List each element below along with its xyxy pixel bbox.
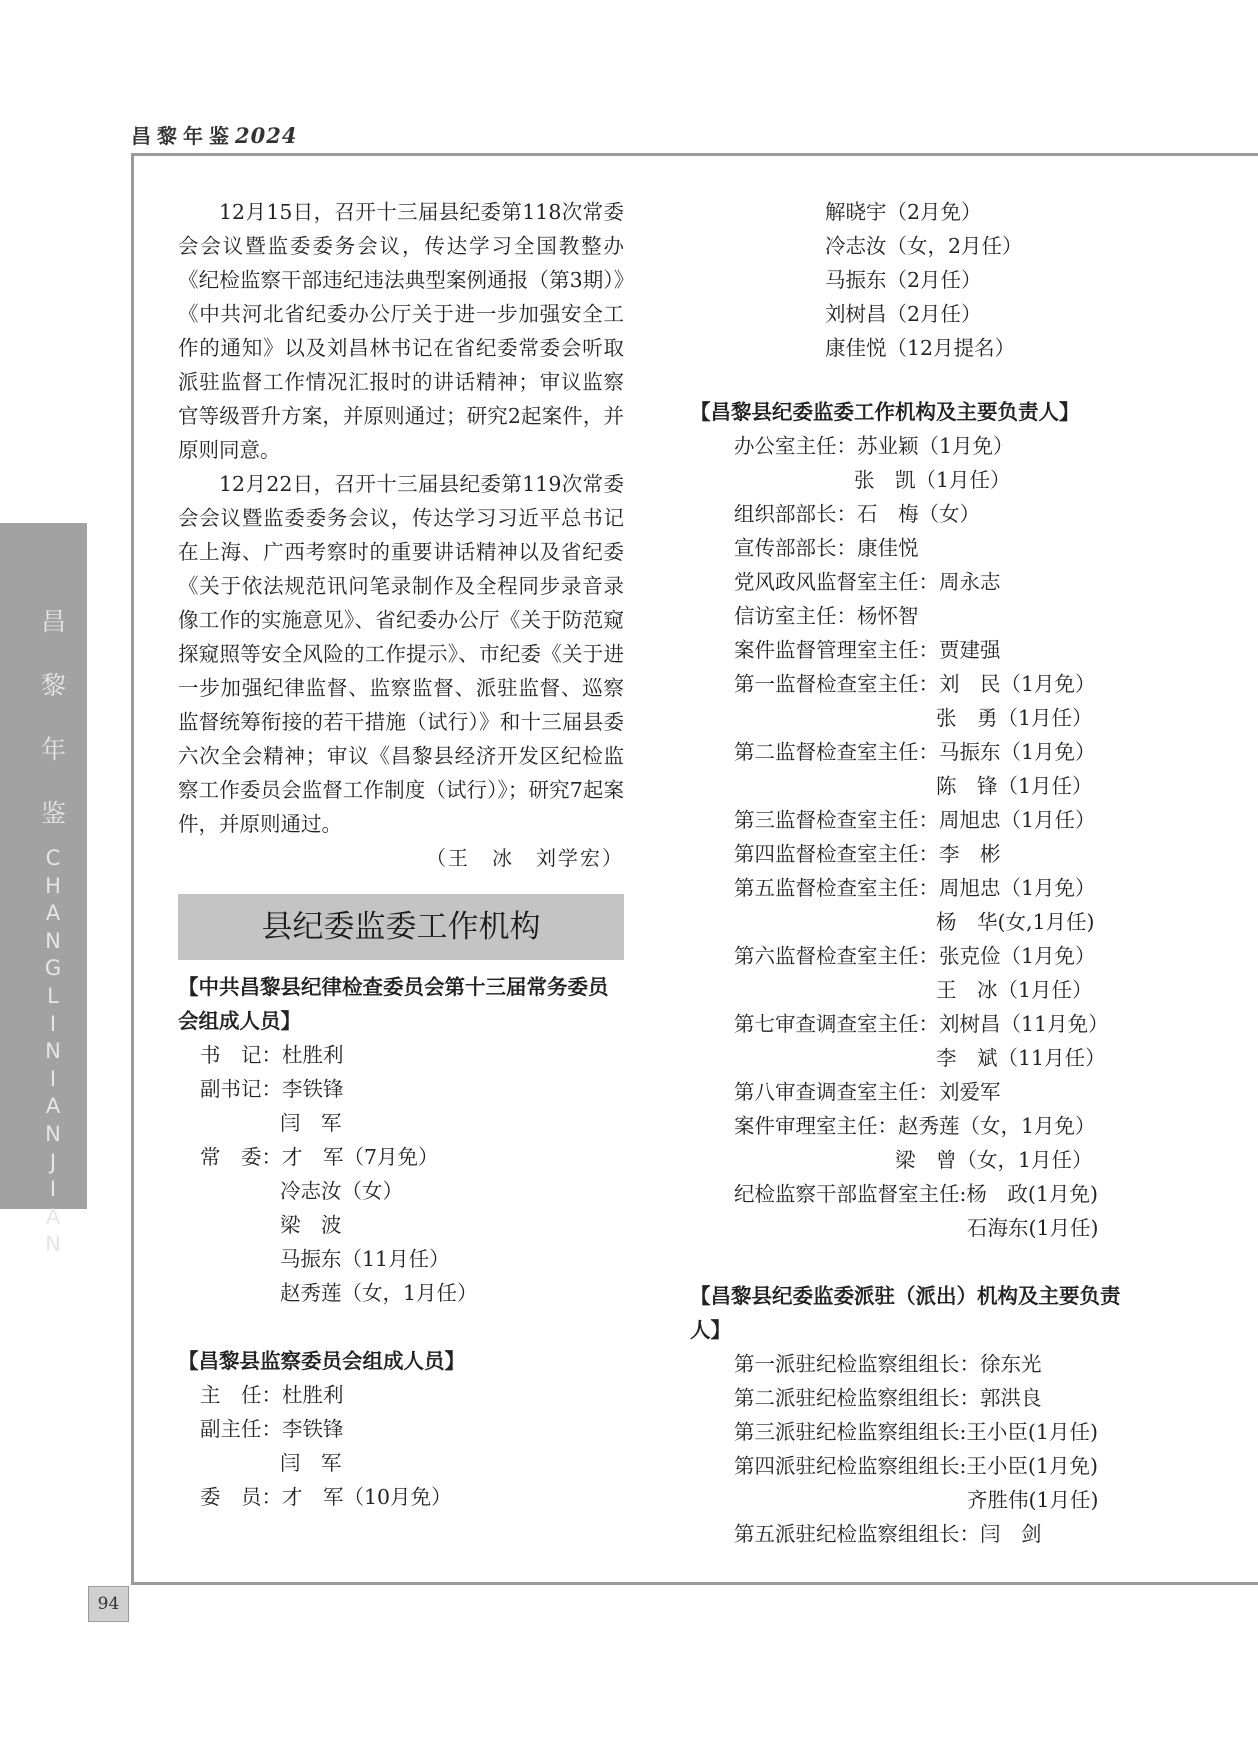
- side-en-char: A: [45, 901, 61, 926]
- list-item: [690, 1211, 1150, 1245]
- person-name: 赵秀莲（女，1月免）: [898, 1114, 1096, 1138]
- person-name: 才 军（7月免）: [282, 1145, 439, 1169]
- yearbook-year: 2024: [235, 123, 298, 148]
- role-label: 第一监督检查室主任：: [734, 672, 939, 696]
- person-name: 王小臣(1月任): [966, 1420, 1098, 1444]
- list-item: [690, 463, 1150, 497]
- right-column: [690, 195, 1150, 1551]
- role-label: 委 员：: [200, 1485, 282, 1509]
- standing-committee-list: [178, 1038, 624, 1310]
- side-title-en: [41, 845, 65, 1259]
- list-item: [690, 837, 1150, 871]
- list-item: [178, 1378, 624, 1412]
- list-item: [690, 1415, 1150, 1449]
- list-item: 解晓宇（2月免）: [825, 200, 982, 224]
- list-item: [690, 565, 1150, 599]
- role-label: 纪检监察干部监督室主任:: [734, 1182, 967, 1206]
- role-label: 党风政风监督室主任：: [734, 570, 939, 594]
- person-name: 杨 政(1月免): [966, 1182, 1098, 1206]
- list-item: [690, 1517, 1150, 1551]
- list-item: [690, 1075, 1150, 1109]
- person-name: 张克俭（1月免）: [939, 944, 1096, 968]
- person-name: 周旭忠（1月免）: [939, 876, 1096, 900]
- list-item: [690, 1177, 1150, 1211]
- person-name: 贾建强: [939, 638, 1001, 662]
- person-name: 杜胜利: [282, 1383, 344, 1407]
- role-label: 第五派驻纪检监察组组长：: [734, 1522, 980, 1546]
- list-item: [690, 769, 1150, 803]
- role-label: 组织部部长：: [734, 502, 857, 526]
- role-label: 第二派驻纪检监察组组长：: [734, 1386, 980, 1410]
- person-name: 郭洪良: [980, 1386, 1042, 1410]
- list-item: [690, 1007, 1150, 1041]
- list-item: [690, 1143, 1150, 1177]
- person-name: 康佳悦: [857, 536, 919, 560]
- role-label: 第二监督检查室主任：: [734, 740, 939, 764]
- dispatch-list: [690, 1347, 1150, 1551]
- list-item: [690, 531, 1150, 565]
- list-item: [178, 1276, 624, 1310]
- person-name: 石海东(1月任): [967, 1216, 1099, 1240]
- frame-left-rule: [131, 153, 134, 1585]
- frame-bottom-rule: [131, 1582, 1258, 1585]
- side-en-char: I: [49, 1066, 57, 1091]
- role-label: 案件审理室主任：: [734, 1114, 898, 1138]
- role-label: 第八审查调查室主任：: [734, 1080, 939, 1104]
- list-item: [178, 1446, 624, 1480]
- person-name: 冷志汝（女）: [280, 1179, 403, 1203]
- list-item: [690, 1449, 1150, 1483]
- role-label: 案件监督管理室主任：: [734, 638, 939, 662]
- person-name: 齐胜伟(1月任): [967, 1488, 1099, 1512]
- role-label: 书 记：: [200, 1043, 282, 1067]
- role-label: 第四派驻纪检监察组组长:: [734, 1454, 967, 1478]
- list-item: [690, 497, 1150, 531]
- list-item: [178, 1208, 624, 1242]
- frame-top-rule: [131, 153, 1258, 156]
- list-item: [690, 905, 1150, 939]
- list-item: [178, 1480, 624, 1514]
- person-name: 张 凯（1月任）: [854, 468, 1011, 492]
- running-header: [131, 120, 297, 149]
- side-en-char: J: [49, 1149, 57, 1174]
- list-item: [690, 599, 1150, 633]
- side-cn-char: 黎: [41, 671, 67, 700]
- role-label: 第一派驻纪检监察组组长：: [734, 1352, 980, 1376]
- role-label: 副主任：: [200, 1417, 282, 1441]
- person-name: 刘爱军: [939, 1080, 1001, 1104]
- list-item: [178, 1242, 624, 1276]
- side-title-cn: [41, 590, 65, 846]
- list-item: [690, 667, 1150, 701]
- person-name: 杜胜利: [282, 1043, 344, 1067]
- side-cn-char: 鉴: [41, 799, 67, 828]
- list-item: [690, 1109, 1150, 1143]
- standing-committee-heading: 【中共昌黎县纪律检查委员会第十三届常务委员会组成人员】: [178, 975, 609, 1033]
- person-name: 马振东（11月任）: [280, 1247, 450, 1271]
- role-label: 第五监督检查室主任：: [734, 876, 939, 900]
- role-label: 主 任：: [200, 1383, 282, 1407]
- person-name: 石 梅（女）: [857, 502, 980, 526]
- list-item: [690, 1483, 1150, 1517]
- role-label: 第三派驻纪检监察组组长:: [734, 1420, 967, 1444]
- list-item: [690, 1381, 1150, 1415]
- list-item: [690, 701, 1150, 735]
- list-item: 冷志汝（女，2月任）: [825, 234, 1023, 258]
- list-item: [690, 803, 1150, 837]
- side-en-char: N: [45, 928, 61, 953]
- role-label: 信访室主任：: [734, 604, 857, 628]
- person-name: 闫 军: [280, 1111, 342, 1135]
- org-heading: 【昌黎县纪委监委工作机构及主要负责人】: [690, 400, 1080, 424]
- person-name: 杨怀智: [857, 604, 919, 628]
- list-item: [178, 1140, 624, 1174]
- list-item: 马振东（2月任）: [825, 268, 982, 292]
- author-signature: （王 冰 刘学宏）: [426, 846, 624, 870]
- side-en-char: I: [49, 1177, 57, 1202]
- members-continued-list: [690, 195, 1150, 365]
- person-name: 李铁锋: [282, 1077, 344, 1101]
- side-en-char: I: [49, 1011, 57, 1036]
- list-item: [178, 1412, 624, 1446]
- supervision-committee-list: [178, 1378, 624, 1514]
- paragraph-dec-15: 12月15日，召开十三届县纪委第118次常委会会议暨监委委务会议，传达学习全国教整办《纪检监察干部违纪违法典型案例通报（第3期）》《中共河北省纪委办公厅关于进一步加强安全工作的通知》以及刘昌林书记在省纪委常委会听取派驻监督工作情况汇报时的讲话精神；审议监察官等级晋升方案，并原则通过；研究2起案件，并原则同意。: [178, 200, 624, 462]
- person-name: 王小臣(1月免): [966, 1454, 1098, 1478]
- supervision-committee-heading: 【昌黎县监察委员会组成人员】: [178, 1349, 465, 1373]
- side-en-char: G: [44, 956, 62, 981]
- person-name: 周永志: [939, 570, 1001, 594]
- side-en-char: C: [45, 846, 61, 870]
- side-en-char: A: [45, 1094, 61, 1119]
- list-item: [690, 633, 1150, 667]
- paragraph-dec-22: 12月22日，召开十三届县纪委第119次常委会会议暨监委委务会议，传达学习习近平总书记在上海、广西考察时的重要讲话精神以及省纪委《关于依法规范讯问笔录制作及全程同步录音录像工作的实施意见》、省纪委办公厅《关于防范窥探窥照等安全风险的工作提示》、市纪委《关于进一步加强纪律监督、监察监督、派驻监督、巡察监督统筹衔接的若干措施（试行）》和十三届县委六次全会精神；审议《昌黎县经济开发区纪检监察工作委员会监督工作制度（试行）》；研究7起案件，并原则通过。: [178, 472, 624, 836]
- side-en-char: L: [47, 983, 59, 1008]
- side-en-char: A: [45, 1204, 61, 1229]
- person-name: 陈 锋（1月任）: [936, 774, 1093, 798]
- org-list: [690, 429, 1150, 1245]
- dispatch-heading: 【昌黎县纪委监委派驻（派出）机构及主要负责人】: [690, 1284, 1121, 1342]
- left-column: [178, 195, 624, 1514]
- list-item: [178, 1174, 624, 1208]
- list-item: 康佳悦（12月提名）: [825, 336, 1016, 360]
- role-label: 副书记：: [200, 1077, 282, 1101]
- person-name: 梁 曾（女，1月任）: [895, 1148, 1093, 1172]
- person-name: 苏业颖（1月免）: [857, 434, 1014, 458]
- role-label: 办公室主任：: [734, 434, 857, 458]
- person-name: 才 军（10月免）: [282, 1485, 452, 1509]
- side-cn-char: 年: [41, 735, 67, 764]
- person-name: 李 斌（11月任）: [936, 1046, 1106, 1070]
- person-name: 刘 民（1月免）: [939, 672, 1096, 696]
- person-name: 马振东（1月免）: [939, 740, 1096, 764]
- person-name: 闫 军: [280, 1451, 342, 1475]
- list-item: [690, 1041, 1150, 1075]
- person-name: 李铁锋: [282, 1417, 344, 1441]
- person-name: 赵秀莲（女，1月任）: [280, 1281, 478, 1305]
- role-label: 宣传部部长：: [734, 536, 857, 560]
- page-number: 94: [88, 1586, 129, 1622]
- role-label: 第三监督检查室主任：: [734, 808, 939, 832]
- role-label: 常 委：: [200, 1145, 282, 1169]
- list-item: [690, 429, 1150, 463]
- list-item: [178, 1106, 624, 1140]
- side-en-char: N: [45, 1039, 61, 1064]
- side-en-char: H: [45, 873, 61, 898]
- person-name: 梁 波: [280, 1213, 342, 1237]
- yearbook-title: 昌黎年鉴: [131, 124, 235, 148]
- person-name: 李 彬: [939, 842, 1001, 866]
- side-cn-char: 昌: [41, 607, 67, 636]
- person-name: 徐东光: [980, 1352, 1042, 1376]
- list-item: [178, 1072, 624, 1106]
- person-name: 张 勇（1月任）: [936, 706, 1093, 730]
- person-name: 王 冰（1月任）: [936, 978, 1093, 1002]
- list-item: [178, 1038, 624, 1072]
- list-item: [690, 939, 1150, 973]
- person-name: 杨 华(女,1月任): [936, 910, 1095, 934]
- list-item: 刘树昌（2月任）: [825, 302, 982, 326]
- section-title: 县纪委监委工作机构: [178, 894, 624, 960]
- list-item: [690, 973, 1150, 1007]
- person-name: 闫 剑: [980, 1522, 1042, 1546]
- list-item: [690, 1347, 1150, 1381]
- list-item: [690, 871, 1150, 905]
- side-en-char: N: [45, 1232, 61, 1257]
- person-name: 周旭忠（1月任）: [939, 808, 1096, 832]
- role-label: 第六监督检查室主任：: [734, 944, 939, 968]
- side-en-char: N: [45, 1121, 61, 1146]
- person-name: 刘树昌（11月免）: [939, 1012, 1109, 1036]
- role-label: 第七审查调查室主任：: [734, 1012, 939, 1036]
- role-label: 第四监督检查室主任：: [734, 842, 939, 866]
- list-item: [690, 735, 1150, 769]
